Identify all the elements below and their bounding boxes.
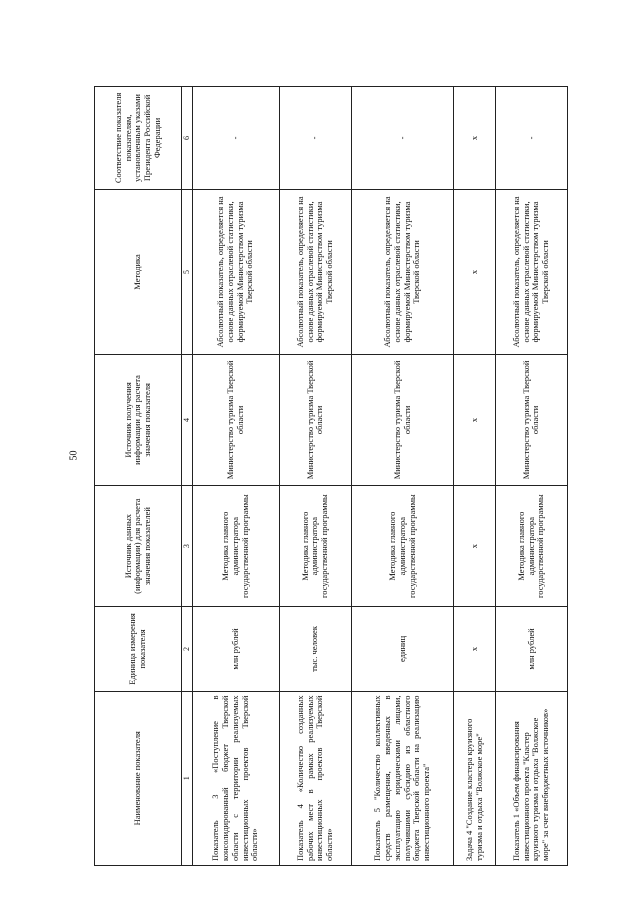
column-number-row — [182, 87, 192, 866]
info-origin-cell: х — [454, 355, 495, 486]
data-source-cell: Методика главного администратора государственной программы — [351, 485, 454, 607]
info-origin-cell: Министерство туризма Тверской области — [279, 355, 351, 486]
indicator-table-container — [94, 86, 568, 866]
header-unit: Единица измерения показателя — [95, 607, 182, 691]
indicator-name: Показатель 5 "Количество коллективных средств размещения, введенных в эксплуатацию юридическими лицами, получившими субсидию из областного бюджета Тверской области на реализацию инвестиционного проекта" — [351, 691, 454, 865]
data-source-cell: Методика главного администратора государственной программы — [192, 485, 279, 607]
data-source-cell: Методика главного администратора государственной программы — [495, 485, 567, 607]
indicator-name: Показатель 3 «Поступление в консолидированный бюджет Тверской области с территории реализуемых инвестиционных проектов Тверской области» — [192, 691, 279, 865]
table-header-row — [95, 87, 182, 866]
unit-cell: млн рублей — [192, 607, 279, 691]
column-number: 4 — [182, 355, 192, 486]
compliance-cell: - — [495, 87, 567, 190]
method-cell: х — [454, 189, 495, 354]
column-number: 2 — [182, 607, 192, 691]
column-number: 6 — [182, 87, 192, 190]
unit-cell: х — [454, 607, 495, 691]
unit-cell: млн рублей — [495, 607, 567, 691]
column-number: 1 — [182, 691, 192, 865]
info-origin-cell: Министерство туризма Тверской области — [495, 355, 567, 486]
header-indicator-name: Наименование показателя — [95, 691, 182, 865]
compliance-cell: - — [192, 87, 279, 190]
column-number: 5 — [182, 189, 192, 354]
table-row — [495, 87, 567, 866]
method-cell: Абсолютный показатель, определяется на основе данных отраслевой статистики, формируемой Министерством туризма Тверской области — [495, 189, 567, 354]
header-info-origin: Источник получения информации для расчета значения показателя — [95, 355, 182, 486]
compliance-cell: - — [279, 87, 351, 190]
header-method: Методика — [95, 189, 182, 354]
table-row — [351, 87, 454, 866]
compliance-cell: - — [351, 87, 454, 190]
table-row — [192, 87, 279, 866]
table-row — [454, 87, 495, 866]
column-number: 3 — [182, 485, 192, 607]
header-data-source: Источник данных (информации) для расчета значения показателей — [95, 485, 182, 607]
indicator-name: Показатель 4 «Количество созданных рабочих мест в рамках реализуемых инвестиционных проектов Тверской области» — [279, 691, 351, 865]
indicator-table — [94, 86, 568, 866]
indicator-name: Показатель 1 «Объем финансирования инвестиционного проекта "Кластер круизного туризма и отдыха "Волжское море" за счет внебюджетных источников» — [495, 691, 567, 865]
method-cell: Абсолютный показатель, определяется на основе данных отраслевой статистики, формируемой Министерством туризма Тверской области — [192, 189, 279, 354]
compliance-cell: х — [454, 87, 495, 190]
task-name: Задача 4 "Создание кластера круизного туризма и отдыха "Волжское море" — [454, 691, 495, 865]
data-source-cell: Методика главного администратора государственной программы — [279, 485, 351, 607]
header-compliance: Соответствие показателя показателям, установленным указами Президента Российской Федерации — [95, 87, 182, 190]
method-cell: Абсолютный показатель, определяется на основе данных отраслевой статистики, формируемой Министерством туризма Тверской области — [279, 189, 351, 354]
table-row — [279, 87, 351, 866]
info-origin-cell: Министерство туризма Тверской области — [351, 355, 454, 486]
data-source-cell: х — [454, 485, 495, 607]
info-origin-cell: Министерство туризма Тверской области — [192, 355, 279, 486]
method-cell: Абсолютный показатель, определяется на основе данных отраслевой статистики, формируемой Министерством туризма Тверской области — [351, 189, 454, 354]
unit-cell: единиц — [351, 607, 454, 691]
unit-cell: тыс. человек — [279, 607, 351, 691]
page-number: 50 — [68, 450, 80, 461]
